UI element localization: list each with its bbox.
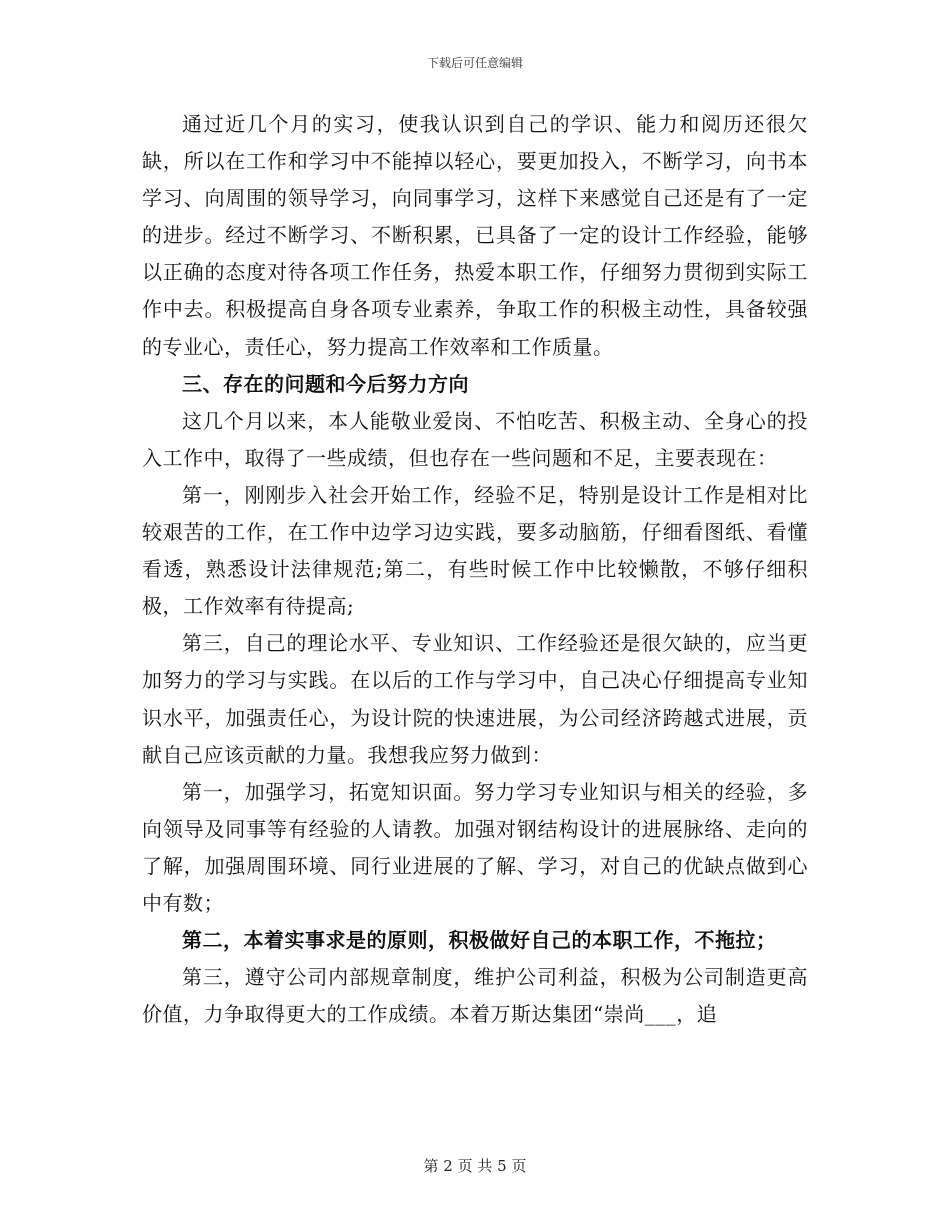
page-header: 下载后可任意编辑: [426, 56, 523, 70]
paragraph-problems-intro: 这几个月以来，本人能敬业爱岗、不怕吃苦、积极主动、全身心的投入工作中，取得了一些成绩，但也存在一些问题和不足，主要表现在：: [142, 408, 808, 470]
paragraph-plan-second: 第二，本着实事求是的原则，积极做好自己的本职工作，不拖拉；: [182, 928, 777, 953]
paragraph-problem-third: 第三，自己的理论水平、专业知识、工作经验还是很欠缺的，应当更加努力的学习与实践。在以后的工作与学习中，自己决心仔细提高专业知识水平，加强责任心，为设计院的快速进展，为公司经济跨越式进展，贡献自己应该贡献的力量。我想我应努力做到：: [142, 631, 808, 767]
section-heading-problems: 三、存在的问题和今后努力方向: [182, 371, 469, 396]
paragraph-internship-summary: 通过近几个月的实习，使我认识到自己的学识、能力和阅历还很欠缺，所以在工作和学习中不能掉以轻心，要更加投入，不断学习，向书本学习、向周围的领导学习，向同事学习，这样下来感觉自己还是有了一定的进步。经过不断学习、不断积累，已具备了一定的设计工作经验，能够以正确的态度对待各项工作任务，热爱本职工作，仔细努力贯彻到实际工作中去。积极提高自身各项专业素养，争取工作的积极主动性，具备较强的专业心，责任心，努力提高工作效率和工作质量。: [142, 112, 808, 359]
paragraph-problem-first: 第一，刚刚步入社会开始工作，经验不足，特别是设计工作是相对比较艰苦的工作，在工作中边学习边实践，要多动脑筋，仔细看图纸、看懂看透，熟悉设计法律规范;第二，有些时候工作中比较懒散，不够仔细积极，工作效率有待提高;: [142, 482, 808, 619]
paragraph-plan-first: 第一，加强学习，拓宽知识面。努力学习专业知识与相关的经验，多向领导及同事等有经验的人请教。加强对钢结构设计的进展脉络、走向的了解，加强周围环境、同行业进展的了解、学习，对自己的优缺点做到心中有数；: [142, 779, 808, 915]
document-body: [142, 106, 808, 1033]
page-number: 第 2 页 共 5 页: [423, 1157, 527, 1175]
paragraph-plan-third: 第三，遵守公司内部规章制度，维护公司利益，积极为公司制造更高价值，力争取得更大的工作成绩。本着万斯达集团“崇尚___，追: [142, 965, 808, 1027]
